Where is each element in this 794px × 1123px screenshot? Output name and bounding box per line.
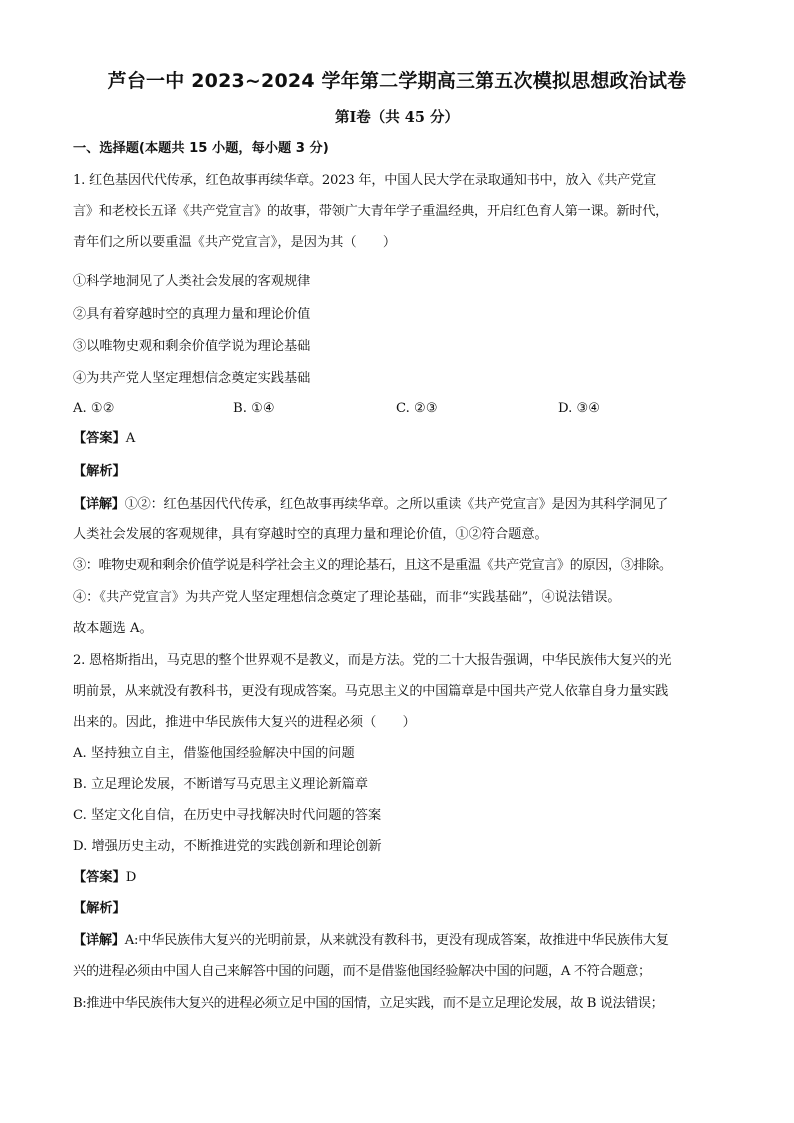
q1-option-b: B. ①④ (233, 401, 275, 416)
q1-option-c: C. ②③ (396, 401, 438, 416)
q2-detail-line-1 (73, 932, 669, 950)
q2-answer-tag: 【答案】 (73, 870, 126, 885)
q1-item-4: ④为共产党人坚定理想信念奠定实践基础 (73, 371, 311, 386)
q1-detail-line-1 (73, 496, 668, 514)
volume-heading: 第Ⅰ卷（共 45 分） (334, 109, 460, 126)
q2-option-b: B. 立足理论发展，不断谱写马克思主义理论新篇章 (73, 777, 369, 792)
q1-analysis-tag: 【解析】 (73, 464, 126, 479)
q1-option-a: A. ①② (73, 401, 115, 416)
q2-stem-line-1: 2. 恩格斯指出，马克思的整个世界观不是教义，而是方法。党的二十大报告强调，中华民族伟大复兴的光 (73, 653, 672, 668)
q2-analysis-tag: 【解析】 (73, 901, 126, 916)
q2-answer-value: D (125, 870, 137, 885)
q2-stem-line-2: 明前景，从来就没有教科书，更没有现成答案。马克思主义的中国篇章是中国共产党人依靠自身力量实践 (73, 684, 669, 699)
q2-option-d: D. 增强历史主动，不断推进党的实践创新和理论创新 (73, 839, 382, 854)
q1-answer-value: A (125, 431, 136, 446)
q1-option-d: D. ③④ (558, 401, 601, 416)
q1-detail-line-4: ④：《共产党宣言》为共产党人坚定理想信念奠定了理论基础，而非“实践基础”，④说法错误。 (73, 590, 621, 605)
q2-answer (73, 869, 136, 887)
q2-detail-line-2: 兴的进程必须由中国人自己来解答中国的问题，而不是借鉴他国经验解决中国的问题，A 不符合题意； (73, 964, 651, 979)
q1-stem-line-2: 言》和老校长五译《共产党宣言》的故事，带领广大青年学子重温经典，开启红色育人第一课。新时代， (73, 204, 669, 219)
q1-stem-line-3: 青年们之所以要重温《共产党宣言》，是因为其（ ） (73, 235, 397, 250)
q1-item-3: ③以唯物史观和剩余价值学说为理论基础 (73, 339, 311, 354)
exam-title: 芦台一中 2023~2024 学年第二学期高三第五次模拟思想政治试卷 (107, 70, 687, 92)
q1-detail-text-1: ①②：红色基因代代传承，红色故事再续华章。之所以重读《共产党宣言》是因为其科学洞见了 (124, 497, 669, 512)
q1-answer (73, 430, 135, 448)
q1-stem-line-1: 1. 红色基因代代传承，红色故事再续华章。2023 年，中国人民大学在录取通知书中，放入《共产党宣 (73, 173, 656, 188)
q2-detail-text-1: A:中华民族伟大复兴的光明前景，从来就没有教科书，更没有现成答案，故推进中华民族伟大复 (124, 933, 669, 948)
q2-option-c: C. 坚定文化自信，在历史中寻找解决时代问题的答案 (73, 808, 382, 823)
q2-detail-tag: 【详解】 (73, 933, 125, 948)
q2-stem-line-3: 出来的。因此，推进中华民族伟大复兴的进程必须（ ） (73, 715, 416, 730)
q1-item-2: ②具有着穿越时空的真理力量和理论价值 (73, 307, 311, 322)
q1-item-1: ①科学地洞见了人类社会发展的客观规律 (73, 274, 311, 289)
q1-detail-line-3: ③：唯物史观和剩余价值学说是科学社会主义的理论基石，且这不是重温《共产党宣言》的原因，③排除。 (73, 558, 672, 573)
q1-detail-tag: 【详解】 (73, 497, 125, 512)
q1-answer-tag: 【答案】 (73, 431, 126, 446)
q2-detail-line-3: B:推进中华民族伟大复兴的进程必须立足中国的国情，立足实践，而不是立足理论发展，故 B 说法错误； (73, 996, 664, 1011)
q2-option-a: A. 坚持独立自主，借鉴他国经验解决中国的问题 (73, 746, 355, 761)
q1-detail-line-5: 故本题选 A。 (73, 621, 153, 636)
section-heading: 一、选择题(本题共 15 小题，每小题 3 分) (73, 141, 329, 156)
q1-detail-line-2: 人类社会发展的客观规律，具有穿越时空的真理力量和理论价值，①②符合题意。 (73, 527, 548, 542)
